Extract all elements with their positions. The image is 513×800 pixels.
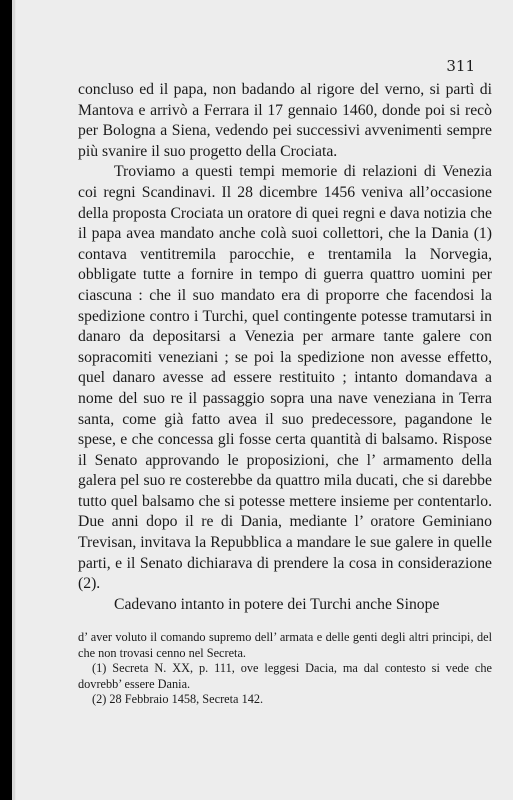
- paragraph-2: Troviamo a questi tempi memorie di relazioni di Venezia coi regni Scandinavi. Il 28 dicembre 1456 veniva all’occasione della proposta Crociata un oratore di quei regni e dava notizia che il papa avea mandato anche colà suoi collettori, che la Dania (1) contava ventitremila parocchie, e trentamila la Norvegia, obbligate tutte a fornire in tempo di guerra quattro uomini per ciascuna : che il suo mandato era di proporre che facendosi la spedizione contro i Turchi, quel contingente potesse tramutarsi in danaro da depositarsi a Venezia per armare tante galere con sopracomiti veneziani ; se poi la spedizione non avesse effetto, quel danaro avesse ad essere restituito ; intanto domandava a nome del suo re il passaggio sopra una nave veneziana in Terra santa, come già fatto avea il suo predecessore, pagandone le spese, e che concessa gli fosse certa quantità di balsamo. Rispose il Senato approvando le proposizioni, che l’ armamento della galera pel suo re costerebbe da quattro mila ducati, che si darebbe tutto quel balsamo che si potesse mettere insieme per contentarlo. Due anni dopo il re di Dania, mediante l’ oratore Geminiano Trevisan, invitava la Repubblica a mandare le sue galere in quelle parti, e il Senato dichiarava di prendere la cosa in considerazione (2).: [78, 163, 492, 593]
- page-number: 311: [446, 57, 475, 75]
- footnote-continuation: d’ aver voluto il comando supremo dell’ armata e delle genti degli altri principi, del che non trovasi cenno nel Secreta.: [78, 630, 492, 660]
- footnote-2: (2) 28 Febbraio 1458, Secreta 142.: [92, 692, 264, 707]
- book-page: [16, 0, 513, 800]
- scan-binding-edge: [0, 0, 12, 800]
- body-text: [78, 80, 492, 615]
- scan-gutter-strip: [12, 0, 15, 800]
- paragraph-1: concluso ed il papa, non badando al rigore del verno, si partì di Mantova e arrivò a Ferrara il 17 gennaio 1460, donde poi si recò per Bologna a Siena, vedendo pei successivi avvenimenti sempre più svanire il suo progetto della Crociata.: [78, 81, 492, 160]
- footnote-1: (1) Secreta N. XX, p. 111, ove leggesi Dacia, ma dal contesto si vede che dovrebb’ essere Dania.: [78, 661, 492, 691]
- paragraph-3: Cadevano intanto in potere dei Turchi anche Sinope: [114, 595, 440, 613]
- footnotes: [78, 630, 492, 708]
